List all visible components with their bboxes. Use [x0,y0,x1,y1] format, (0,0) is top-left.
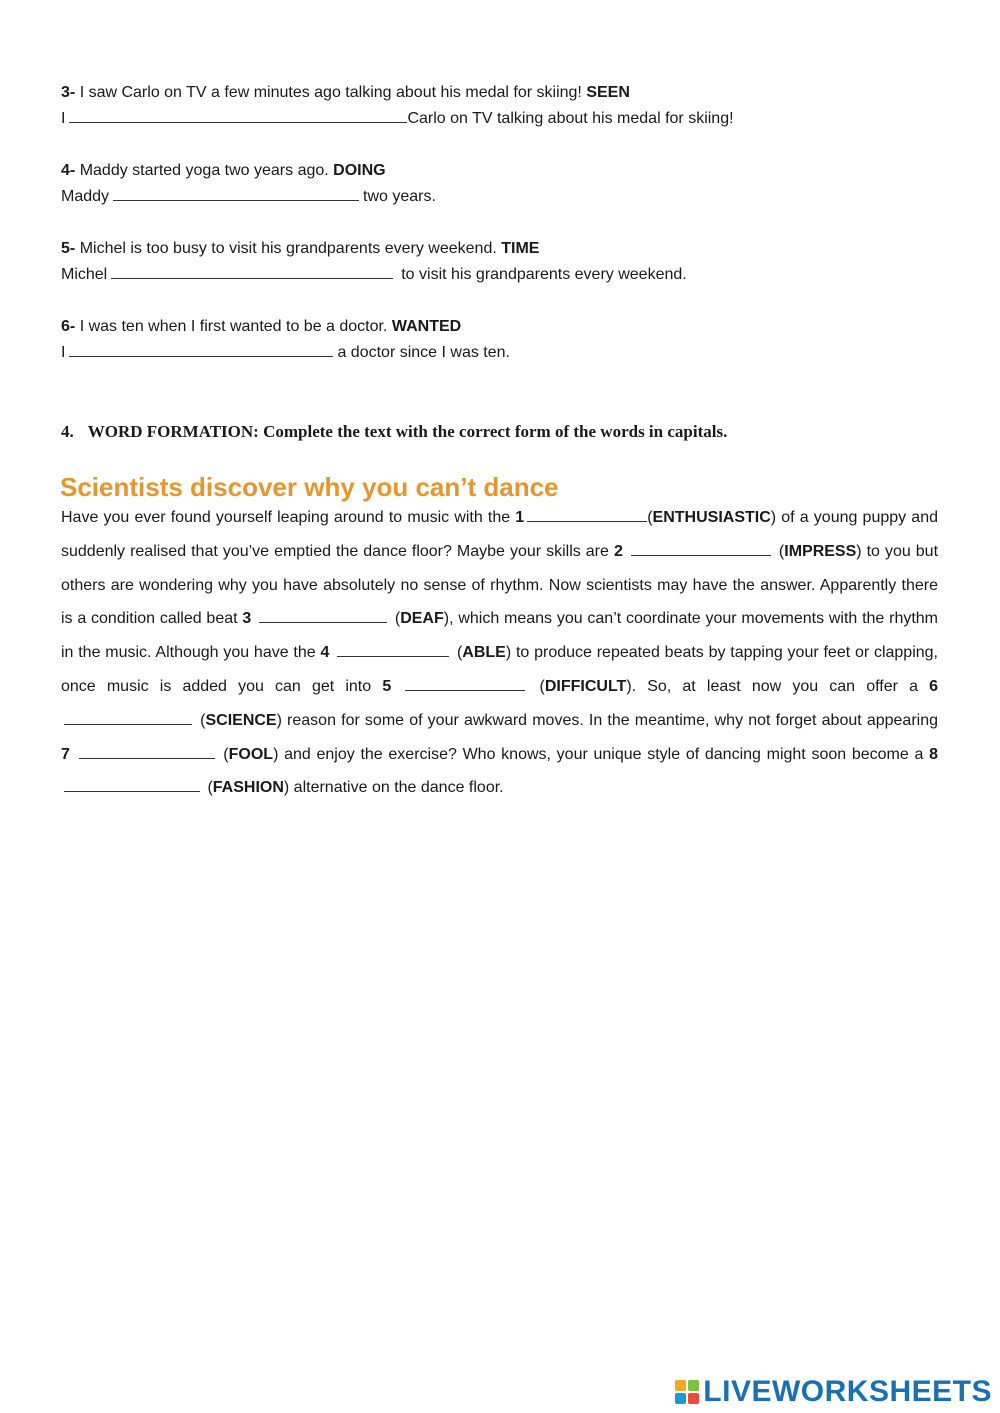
gap-1-blank[interactable] [527,507,647,522]
article-segment: ) reason for some of your awkward moves. In the meantime, why not forget about appearing [276,711,938,729]
article-segment: ). So, at least now you can offer a [626,677,918,695]
exercise-number: 6- [61,318,76,335]
section-heading [61,420,941,444]
exercise-3-prompt [61,80,941,106]
gap-6-blank[interactable] [64,710,192,725]
logo-square [688,1380,699,1391]
gap-3-blank[interactable] [259,608,387,623]
exercise-3 [61,80,941,132]
gap-number: 3 [242,610,252,628]
logo-mark-icon [675,1380,699,1404]
exercise-keyword: DOING [333,162,386,179]
gap-8-blank[interactable] [64,777,200,792]
article-segment: ) and enjoy the exercise? Who knows, your unique style of dancing might soon become a [273,745,924,763]
gap-number: 2 [613,542,623,560]
exercise-number: 3- [61,84,76,101]
exercise-sentence: Michel is too busy to visit his grandparents every weekend. [79,240,497,257]
logo-text: LIVEWORKSHEETS [703,1375,992,1408]
gap-number: 1 [515,509,525,526]
gap-keyword: DEAF [400,610,444,628]
exercise-sentence: I was ten when I first wanted to be a doctor. [79,318,388,335]
section-number: 4. [61,422,74,441]
exercise-keyword: TIME [501,240,540,257]
gap-7-blank[interactable] [79,744,215,759]
exercise-number: 5- [61,240,76,257]
gap-keyword: SCIENCE [205,711,277,729]
rewrite-start: Maddy [61,188,110,205]
rewrite-start: I [61,110,66,127]
article-segment: ), which means you can’t coordinate your movements with the rhythm in the music. Although you have the [61,610,939,662]
gap-keyword: FOOL [228,745,274,763]
exercise-5-prompt [61,236,941,262]
liveworksheets-logo [675,1375,992,1409]
gap-keyword: FASHION [212,779,284,797]
exercise-sentence: I saw Carlo on TV a few minutes ago talking about his medal for skiing! [79,84,582,101]
answer-blank[interactable] [69,108,407,123]
exercise-5-rewrite [61,262,941,288]
exercise-6 [61,314,941,366]
article-segment: ) of a young puppy and suddenly realised that you’ve emptied the dance floor? Maybe your skills are [61,509,938,560]
answer-blank[interactable] [113,186,359,201]
gap-number: 7 [61,745,70,763]
exercise-4 [61,158,941,210]
gap-keyword: IMPRESS [784,542,857,560]
article-segment: Have you ever found yourself leaping around to music with the [61,509,511,526]
gap-5-blank[interactable] [405,676,525,691]
article-text: Have you ever found yourself leaping around to music with the 1 (ENTHUSIASTIC) of a young puppy and suddenly realised that you’ve emptied the dance floor? Maybe your skills are 2 (IMPRESS) to you but others are wondering why you have absolutely no sense of rhythm. Now scientists may have the answer. Apparently there is a condition called beat 3 (DEAF), which means you can’t coordinate your movements with the rhythm in the music. Although you have the 4 (ABLE) to produce repeated beats by tapping your feet or clapping, once music is added you can get into 5 (DIFFICULT). So, at least now you can offer a 6 (SCIENCE) reason for some of your awkward moves. In the meantime, why not forget about appearing 7 (FOOL) and enjoy the exercise? Who knows, your unique style of dancing might soon become a 8 (FASHION) alternative on the dance floor. [61,509,939,797]
gap-number: 4 [320,644,330,662]
article-segment: ) to you but others are wondering why you have absolutely no sense of rhythm. Now scientists may have the answer. Apparently there is a condition called beat [61,542,939,628]
rewrite-end: two years. [363,188,436,205]
logo-square [688,1393,699,1404]
gap-number: 5 [382,677,392,695]
rewrite-end: a doctor since I was ten. [337,344,510,361]
logo-square [675,1393,686,1404]
article-title: Scientists discover why you can’t dance [60,472,559,502]
logo-square [675,1380,686,1391]
exercise-4-prompt [61,158,941,184]
article-segment: ) to produce repeated beats by tapping your feet or clapping, once music is added you can get into [61,644,939,695]
gap-number: 6 [929,677,939,695]
article-segment: ) alternative on the dance floor. [283,779,504,797]
exercise-number: 4- [61,162,76,179]
exercise-keyword: SEEN [586,84,630,101]
gap-keyword: DIFFICULT [544,677,627,695]
gap-keyword: ENTHUSIASTIC [652,509,771,526]
gap-2-blank[interactable] [631,541,771,556]
rewrite-end: Carlo on TV talking about his medal for skiing! [407,110,734,127]
gap-number: 8 [929,745,938,763]
exercise-5 [61,236,941,288]
exercise-3-rewrite [61,106,941,132]
section-label: WORD FORMATION: [87,422,259,441]
rewrite-start: I [61,344,66,361]
answer-blank[interactable] [69,342,333,357]
exercise-4-rewrite [61,184,941,210]
section-instruction: Complete the text with the correct form of the words in capitals. [263,422,728,441]
exercise-6-prompt [61,314,941,340]
exercise-6-rewrite [61,340,941,366]
answer-blank[interactable] [111,264,393,279]
gap-keyword: ABLE [462,644,506,662]
exercise-keyword: WANTED [391,318,462,335]
exercise-sentence: Maddy started yoga two years ago. [79,162,329,179]
rewrite-start: Michel [61,266,108,283]
rewrite-end: to visit his grandparents every weekend. [401,266,687,283]
gap-4-blank[interactable] [337,642,449,657]
